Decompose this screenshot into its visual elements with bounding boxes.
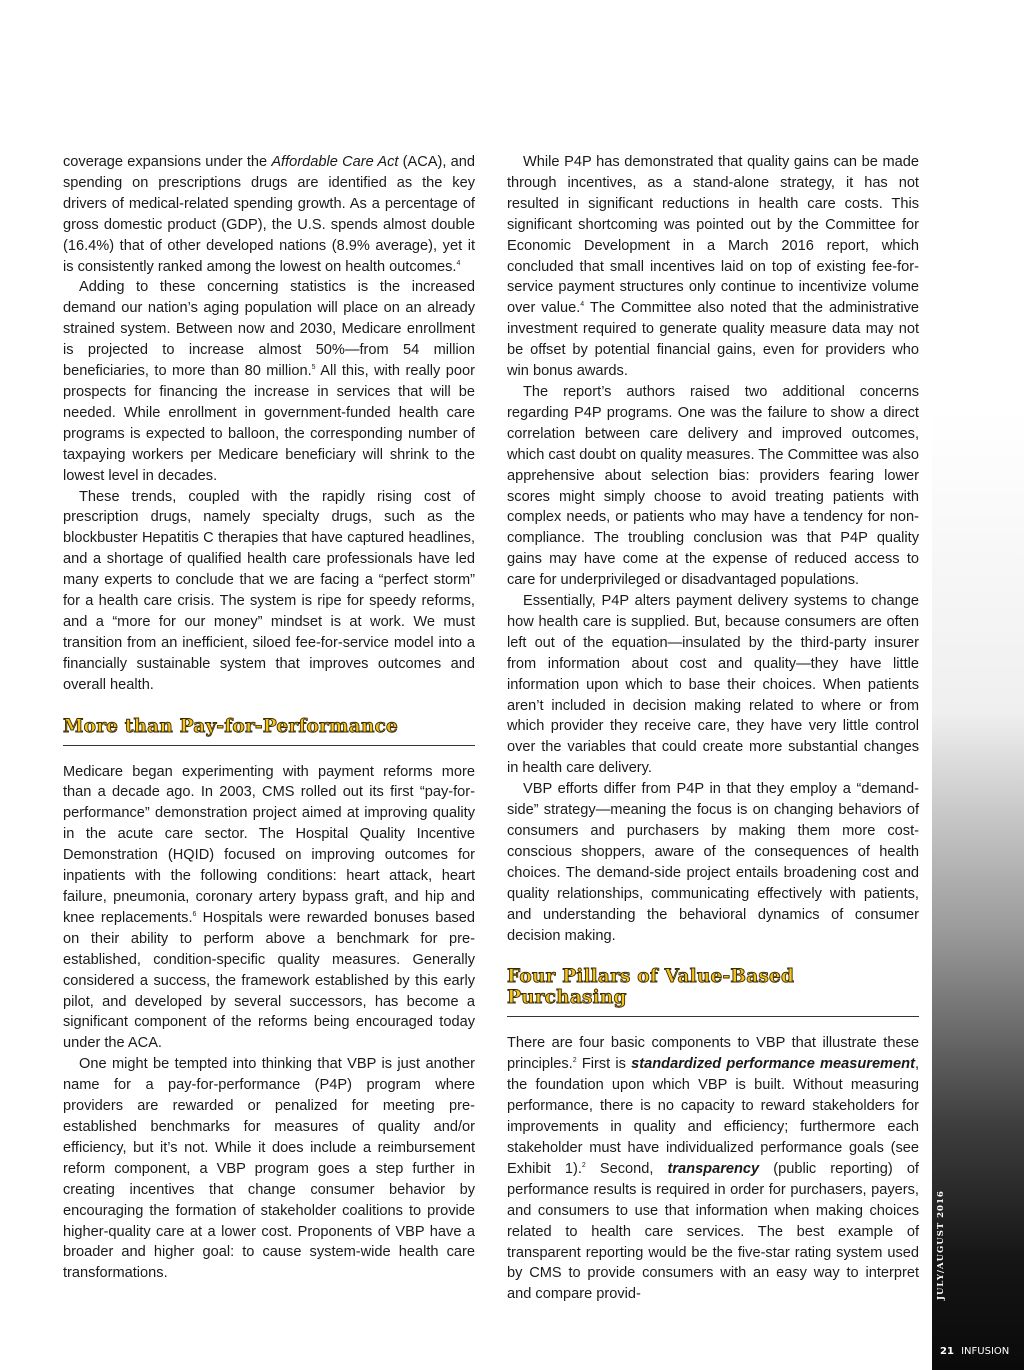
left-column — [63, 152, 475, 1284]
paragraph: coverage expansions under the Affordable Care Act (ACA), and spending on prescriptions drugs are identified as the key drivers of medical-related spending growth. As a percentage of gross domestic product (GDP), the U.S. spends almost double (16.4%) that of other developed nations (8.9% average), yet it is consistently ranked among the lowest on health outcomes.$^4$ — [63, 154, 476, 275]
page-footer — [940, 1346, 1009, 1357]
footnote-ref: 4 — [580, 301, 585, 309]
key-term: standardized performance measurement — [631, 1056, 915, 1073]
paragraph: While P4P has demonstrated that quality gains can be made through incentives, as a stand-alone strategy, it has not resulted in significant reductions in health care costs. This significant shortcoming was pointed out by the Committee for Economic Development in a March 2016 report, which concluded that small incentives laid on top of existing fee-for-service payment structures only continue to incentivize volume over value.$^4$ The Committee also noted that the administrative investment required to generate quality measure data may not be offset by potential financial gains, even for providers who win bonus awards. — [507, 154, 919, 380]
footnote-ref: 2 — [581, 1162, 586, 1170]
paragraph: These trends, coupled with the rapidly rising cost of prescription drugs, namely specialty drugs, such as the blockbuster Hepatitis C therapies that have captured headlines, and a shortage of qualified health care professionals have led many experts to conclude that we are facing a “perfect storm” for a health care crisis. The system is ripe for speedy reforms, and a “more for our money” mindset is at work. We must transition from an inefficient, siloed fee-for-service model into a financially sustainable system that improves outcomes and overall health. — [63, 488, 475, 693]
magazine-name: INFUSION — [961, 1346, 1010, 1357]
paragraph: VBP efforts differ from P4P in that they employ a “demand-side” strategy—meaning the focus is on changing behaviors of consumers and purchasers by making them more cost-conscious shoppers, aware of the consequences of health choices. The demand-side project entails broadening cost and quality relationships, communicating effectively with patients, and understanding the behavioral dynamics of consumer decision making. — [507, 781, 919, 944]
paragraph: Adding to these concerning statistics is the increased demand our nation’s aging population will place on an already strained system. Between now and 2030, Medicare enrollment is projected to increase almost 50%—from 54 million beneficiaries, to more than 80 million.$^5$ All this, with really poor prospects for financing the increase in services that will be needed. While enrollment in government-funded health care programs is expected to balloon, the corresponding number of taxpaying workers per Medicare beneficiary will shrink to the lowest level in decades. — [63, 279, 475, 484]
issue-date: JULY/AUGUST 2016 — [936, 1190, 946, 1300]
page-edge-gradient — [932, 0, 1024, 1370]
paragraph: The report’s authors raised two additional concerns regarding P4P programs. One was the failure to show a direct correlation between care delivery and improved outcomes, which cast doubt on quality measures. The Committee was also apprehensive about selection bias: providers fearing lower scores might simply choose to avoid treating patients with complex needs, or patients who may have a tendency for non-compliance. The troubling conclusion was that P4P quality gains may have come at the expense of reduced access to care for underprivileged or disadvantaged populations. — [507, 383, 919, 589]
footnote-ref: 4 — [456, 259, 461, 267]
section-heading: Four Pillars of Value-Based Purchasing — [507, 966, 919, 1017]
paragraph: Essentially, P4P alters payment delivery systems to change how health care is supplied. But, because consumers are often left out of the equation—insulated by the third-party insurer from information about cost and quality—they have little information upon which to base their choices. When patients aren’t included in decision making related to where or from which provider they receive care, they have very little control over the variables that could create more substantial changes in health care delivery. — [507, 593, 919, 777]
paragraph: There are four basic components to VBP that illustrate these principles.$^2$ First is standardized performance measurement, the foundation upon which VBP is built. Without measuring performance, there is no capacity to reward stakeholders for improvements in quality and efficiency; furthermore each stakeholder must have individualized performance goals (see Exhibit 1).$^2$ Second, transparency (public reporting) of performance results is required in order for purchasers, payers, and consumers to use that information when making choices related to health care services. The best example of transparent reporting would be the five-star rating system used by CMS to provide consumers with an easy way to interpret and compare provid- — [507, 1035, 919, 1303]
paragraph: Medicare began experimenting with payment reforms more than a decade ago. In 2003, CMS rolled out its first “pay-for-performance” demonstration project aimed at improving quality in the acute care sector. The Hospital Quality Incentive Demonstration (HQID) focused on improving outcomes for inpatients with the following conditions: heart attack, heart failure, pneumonia, coronary artery bypass graft, and hip and knee replacements.$^6$ Hospitals were rewarded bonuses based on their ability to perform above a benchmark for pre-established, condition-specific quality measures. Generally considered a success, the framework established by this early pilot, and developed by several successors, has become a significant component of the reforms being encouraged today under the ACA. — [63, 763, 475, 1052]
page-number: 21 — [940, 1346, 954, 1357]
footnote-ref: 5 — [311, 364, 316, 372]
act-title: Affordable Care Act — [271, 154, 399, 170]
key-term: transparency — [667, 1160, 760, 1177]
right-column — [507, 152, 919, 1305]
section-heading: More than Pay-for-Performance — [63, 716, 475, 746]
footnote-ref: 6 — [192, 911, 197, 919]
footnote-ref: 2 — [572, 1057, 577, 1065]
paragraph: One might be tempted into thinking that VBP is just another name for a pay-for-performance (P4P) program where providers are rewarded or penalized for meeting pre-established benchmarks for measures of quality and/or efficiency, but it’s not. While it does include a reimbursement reform component, a VBP program goes a step further in creating incentives that change consumer behavior by encouraging the formation of stakeholder coalitions to provide higher-quality care at a lower cost. Proponents of VBP have a broader and higher goal: to cause system-wide health care transformations. — [63, 1056, 475, 1282]
